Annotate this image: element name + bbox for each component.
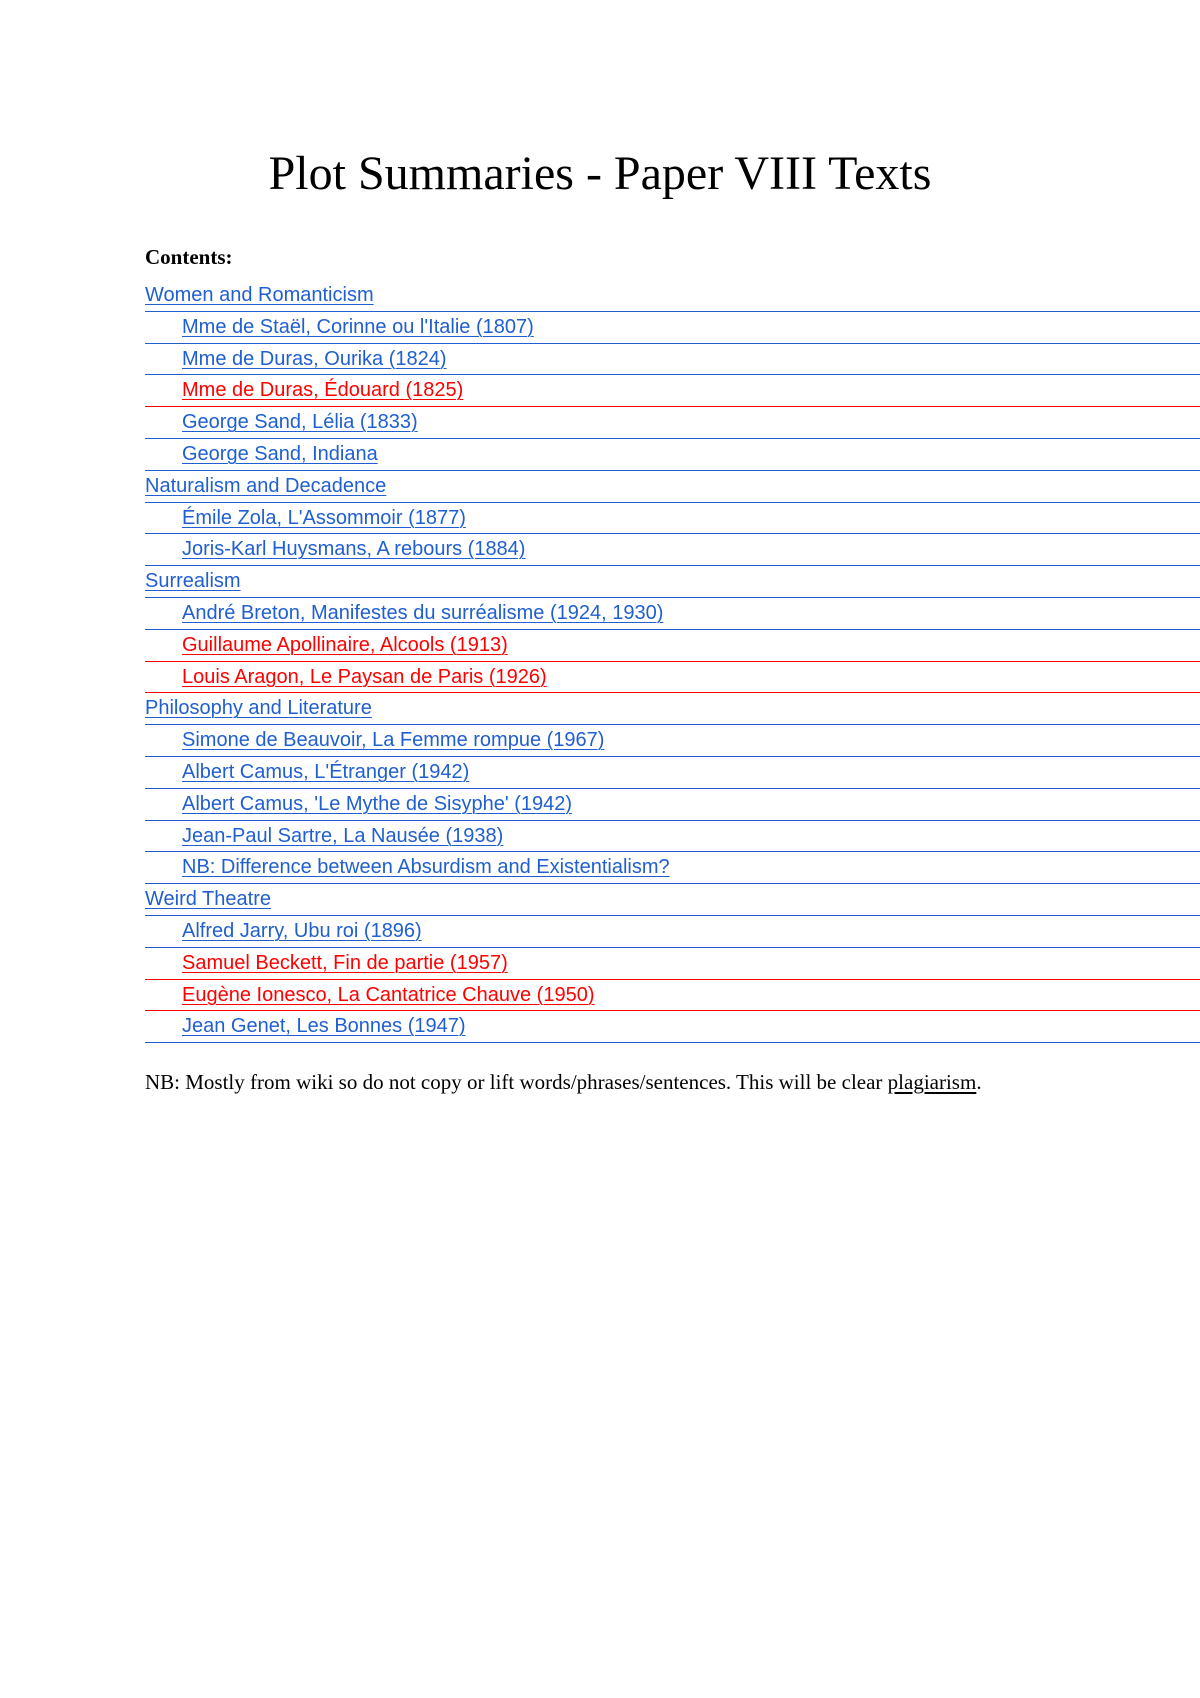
- note-trailing: .: [976, 1070, 982, 1094]
- toc-link-label: Émile Zola, L'Assommoir (1877): [182, 506, 466, 529]
- toc-item-link[interactable]: [145, 598, 1200, 630]
- toc-link-label: Weird Theatre: [145, 888, 271, 911]
- table-of-contents: [145, 280, 1200, 1043]
- toc-section-link[interactable]: [145, 884, 1200, 916]
- toc-item-link[interactable]: [145, 312, 1200, 344]
- toc-item-link[interactable]: [145, 375, 1200, 407]
- toc-link-label: Naturalism and Decadence: [145, 474, 387, 497]
- toc-link-label: Albert Camus, L'Étranger (1942): [182, 760, 470, 783]
- toc-item-link[interactable]: [145, 916, 1200, 948]
- toc-section-link[interactable]: [145, 471, 1200, 503]
- toc-link-label: Simone de Beauvoir, La Femme rompue (1967): [182, 729, 605, 752]
- toc-link-label: Surrealism: [145, 570, 241, 593]
- toc-link-label: Guillaume Apollinaire, Alcools (1913): [182, 633, 508, 656]
- toc-item-link[interactable]: [145, 789, 1200, 821]
- toc-section-link[interactable]: [145, 280, 1200, 312]
- toc-link-label: Mme de Duras, Ourika (1824): [182, 347, 447, 370]
- document-title: Plot Summaries - Paper VIII Texts: [268, 147, 932, 200]
- toc-link-label: NB: Difference between Absurdism and Existentialism?: [182, 856, 670, 879]
- plagiarism-note: [145, 1066, 1025, 1098]
- toc-link-label: George Sand, Indiana: [182, 442, 378, 465]
- toc-item-link[interactable]: [145, 407, 1200, 439]
- toc-link-label: Joris-Karl Huysmans, A rebours (1884): [182, 538, 526, 561]
- toc-item-link[interactable]: [145, 852, 1200, 884]
- note-text: NB: Mostly from wiki so do not copy or lift words/phrases/sentences. This will be clear: [145, 1070, 888, 1094]
- toc-item-link[interactable]: [145, 1011, 1200, 1043]
- toc-link-label: Mme de Staël, Corinne ou l'Italie (1807): [182, 315, 534, 338]
- toc-link-label: Samuel Beckett, Fin de partie (1957): [182, 951, 508, 974]
- toc-item-link[interactable]: [145, 980, 1200, 1012]
- toc-section-link[interactable]: [145, 693, 1200, 725]
- toc-link-label: Jean-Paul Sartre, La Nausée (1938): [182, 824, 504, 847]
- toc-item-link[interactable]: [145, 662, 1200, 694]
- toc-section-link[interactable]: [145, 566, 1200, 598]
- toc-link-label: Women and Romanticism: [145, 284, 374, 306]
- toc-item-link[interactable]: [145, 534, 1200, 566]
- toc-item-link[interactable]: [145, 948, 1200, 980]
- toc-link-label: Eugène Ionesco, La Cantatrice Chauve (1950): [182, 983, 595, 1006]
- toc-link-label: André Breton, Manifestes du surréalisme (1924, 1930): [182, 601, 664, 624]
- toc-link-label: Albert Camus, 'Le Mythe de Sisyphe' (1942): [182, 792, 573, 815]
- note-underlined-word: plagiarism: [887, 1070, 977, 1094]
- contents-heading: Contents:: [145, 245, 233, 269]
- toc-item-link[interactable]: [145, 503, 1200, 535]
- toc-link-label: Philosophy and Literature: [145, 697, 372, 720]
- toc-link-label: Alfred Jarry, Ubu roi (1896): [182, 919, 422, 942]
- toc-item-link[interactable]: [145, 344, 1200, 376]
- toc-link-label: George Sand, Lélia (1833): [182, 411, 418, 434]
- toc-item-link[interactable]: [145, 439, 1200, 471]
- toc-link-label: Mme de Duras, Édouard (1825): [182, 379, 464, 402]
- toc-link-label: Jean Genet, Les Bonnes (1947): [182, 1015, 466, 1038]
- toc-item-link[interactable]: [145, 821, 1200, 853]
- toc-item-link[interactable]: [145, 630, 1200, 662]
- toc-item-link[interactable]: [145, 757, 1200, 789]
- toc-link-label: Louis Aragon, Le Paysan de Paris (1926): [182, 665, 547, 688]
- toc-item-link[interactable]: [145, 725, 1200, 757]
